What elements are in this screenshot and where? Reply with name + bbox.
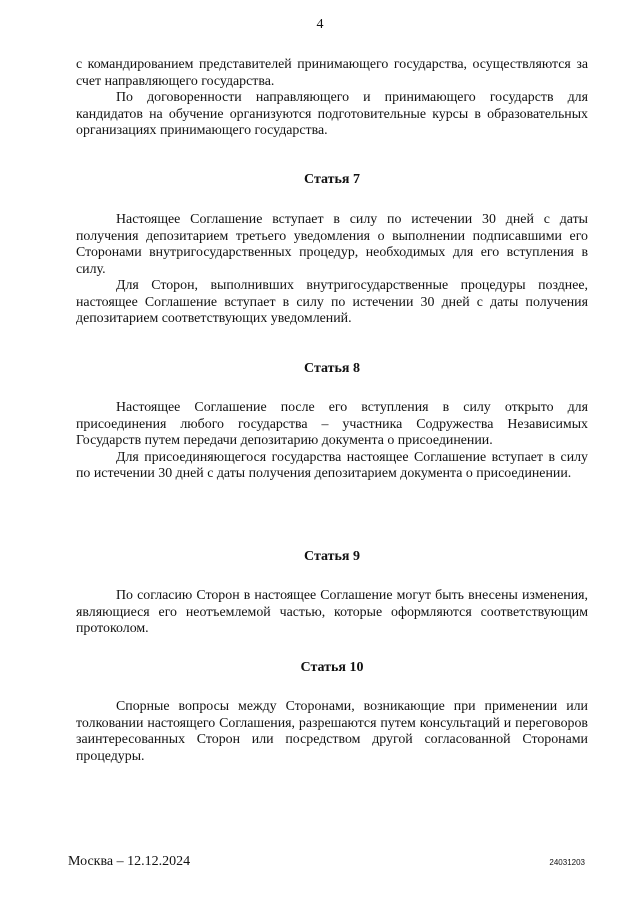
article-7-body <box>76 212 588 328</box>
article-7-paragraph-2: Для Сторон, выполнивших внутригосударственные процедуры позднее, настоящее Соглашение вступает в силу по истечении 30 дней с даты получения депозитарием соответствующих уведомлений. <box>76 278 588 326</box>
article-8-heading: Статья 8 <box>304 361 360 376</box>
article-10-body <box>76 699 588 765</box>
continuation-paragraph: с командированием представителей принимающего государства, осуществляются за счет направляющего государства. <box>76 57 588 89</box>
page-number: 4 <box>316 17 324 32</box>
article-8-paragraph-1: Настоящее Соглашение после его вступления в силу открыто для присоединения любого государства – участника Содружества Независимых Государств путем передачи депозитарию документа о присоединении. <box>76 400 588 448</box>
footer-document-code: 24031203 <box>549 858 585 867</box>
prep-courses-paragraph: По договоренности направляющего и принимающего государств для кандидатов на обучение организуются подготовительные курсы в образовательных организациях принимающего государства. <box>76 90 588 138</box>
article-9-heading: Статья 9 <box>304 549 360 564</box>
article-8-paragraph-2: Для присоединяющегося государства настоящее Соглашение вступает в силу по истечении 30 дней с даты получения депозитарием документа о присоединении. <box>76 449 588 481</box>
article-10-paragraph-1: Спорные вопросы между Сторонами, возникающие при применении или толковании настоящего Соглашения, разрешаются путем консультаций и переговоров заинтересованных Сторон или посредством другой согласованной Сторонами процедуры. <box>76 699 588 764</box>
article-8-body <box>76 400 588 483</box>
article-7-heading: Статья 7 <box>304 172 360 187</box>
article-9-paragraph-1: По согласию Сторон в настоящее Соглашение могут быть внесены изменения, являющиеся его неотъемлемой частью, которые оформляются соответствующим протоколом. <box>76 588 588 636</box>
footer-place-date: Москва – 12.12.2024 <box>68 854 191 869</box>
article-10-heading: Статья 10 <box>300 660 364 675</box>
continuation-block <box>76 57 588 140</box>
article-7-paragraph-1: Настоящее Соглашение вступает в силу по истечении 30 дней с даты получения депозитарием третьего уведомления о выполнении подписавшими его Сторонами внутригосударственных процедур, необходимых для его вступления в силу. <box>76 212 588 277</box>
article-9-body <box>76 588 588 638</box>
